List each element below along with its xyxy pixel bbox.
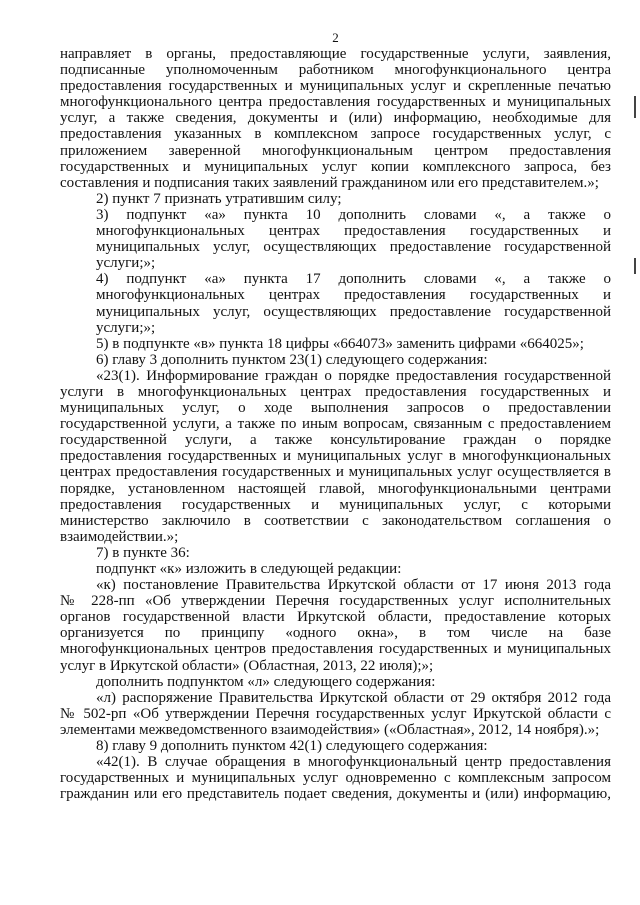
text-line: порядке, установленном настоящей главой, многофункциональными центрами xyxy=(60,480,611,497)
text-line: взаимодействии.»; xyxy=(60,528,179,545)
scan-edge-mark xyxy=(634,96,636,118)
text-line: государственных и муниципальных услуг копии комплексного запроса, без xyxy=(60,158,611,175)
scan-edge-mark xyxy=(634,258,636,274)
text-line: муниципальных услуг, о ходе выполнения запросов о предоставлении xyxy=(60,400,611,417)
text-line: услуг, а также сведения, документы и (или) информацию, необходимые для xyxy=(60,110,611,127)
text-line: услуги в многофункциональных центрах предоставления государственных и xyxy=(60,383,611,400)
text-line: государственной услуги, а также по иным вопросам, связанным с предоставлением xyxy=(60,416,611,433)
text-line: 3) подпункт «а» пункта 10 дополнить словами «, а также о xyxy=(96,206,611,223)
text-line: «42(1). В случае обращения в многофункциональный центр предоставления xyxy=(96,754,611,771)
text-line: государственных и муниципальных услуг одновременно с комплексным запросом xyxy=(60,770,611,787)
text-line: многофункционального центра предоставления государственных и муниципальных xyxy=(60,94,611,111)
text-line: 2) пункт 7 признать утратившим силу; xyxy=(96,190,342,207)
text-line: «23(1). Информирование граждан о порядке предоставления государственной xyxy=(96,367,611,384)
text-line: центрах предоставления государственных и муниципальных услуг осуществляется в xyxy=(60,464,611,481)
text-line: многофункциональных центрах предоставления государственных и xyxy=(96,287,611,304)
text-line: услуг в Иркутской области» (Областная, 2013, 22 июля);»; xyxy=(60,657,434,674)
page-number: 2 xyxy=(332,30,339,45)
text-line: муниципальных услуг, осуществляющих предоставление государственной xyxy=(96,303,611,320)
text-line: муниципальных услуг, осуществляющих предоставление государственной xyxy=(96,239,611,256)
text-line: подпункт «к» изложить в следующей редакции: xyxy=(96,561,402,577)
text-line: 5) в подпункте «в» пункта 18 цифры «664073» заменить цифрами «664025»; xyxy=(96,335,584,352)
text-line: дополнить подпунктом «л» следующего содержания: xyxy=(96,673,436,690)
text-line: 7) в пункте 36: xyxy=(96,544,190,561)
text-line: государственной услуги, а также консультирование граждан о порядке xyxy=(60,432,611,449)
text-line: многофункциональных центрах предоставления государственных и xyxy=(96,223,611,240)
text-line: предоставления государственных и муниципальных услуг, с которыми xyxy=(60,496,611,513)
text-line: составления и подписания таких заявлений гражданином или его представителем.»; xyxy=(60,174,599,191)
text-line: 4) подпункт «а» пункта 17 дополнить словами «, а также о xyxy=(96,271,611,288)
text-line: «л) распоряжение Правительства Иркутской области от 29 октября 2012 года xyxy=(96,689,611,706)
text-line: подписанные уполномоченным работником многофункционального центра xyxy=(60,62,611,79)
text-line: приложением заверенной многофункциональным центром предоставления xyxy=(60,142,611,159)
text-line: услуги;»; xyxy=(96,319,156,336)
text-line: «к) постановление Правительства Иркутской области от 17 июня 2013 года xyxy=(96,577,611,594)
text-line: элементами межведомственного взаимодействия» («Областная», 2012, 14 ноября).»; xyxy=(60,721,600,738)
text-line: № 502-рп «Об утверждении Перечня государственных услуг Иркутской области с xyxy=(60,705,611,722)
text-line: услуги;»; xyxy=(96,255,156,272)
text-line: организуется по принципу «одного окна», в том числе на базе xyxy=(60,625,611,642)
text-line: предоставления государственных и муниципальных услуг и скрепленные печатью xyxy=(60,78,611,95)
text-line: предоставления государственных и муниципальных услуг в многофункциональных xyxy=(60,448,611,465)
text-line: многофункциональных центров предоставления государственных и муниципальных xyxy=(60,641,611,658)
text-line: органов государственной власти Иркутской области, предоставление которых xyxy=(60,609,611,626)
text-line: направляет в органы, предоставляющие государственные услуги, заявления, xyxy=(60,46,611,62)
text-line: предоставления указанных в комплексном запросе государственных услуг, с xyxy=(60,126,611,143)
text-line: 8) главу 9 дополнить пунктом 42(1) следующего содержания: xyxy=(96,738,488,755)
text-line: гражданин или его представитель подает сведения, документы и (или) информацию, xyxy=(60,786,611,803)
document-body xyxy=(60,46,611,802)
text-line: 6) главу 3 дополнить пунктом 23(1) следующего содержания: xyxy=(96,351,488,368)
text-line: № 228-пп «Об утверждении Перечня государственных услуг исполнительных xyxy=(60,593,611,610)
text-line: министерство заключило в соответствии с законодательством соглашения о xyxy=(60,512,611,529)
